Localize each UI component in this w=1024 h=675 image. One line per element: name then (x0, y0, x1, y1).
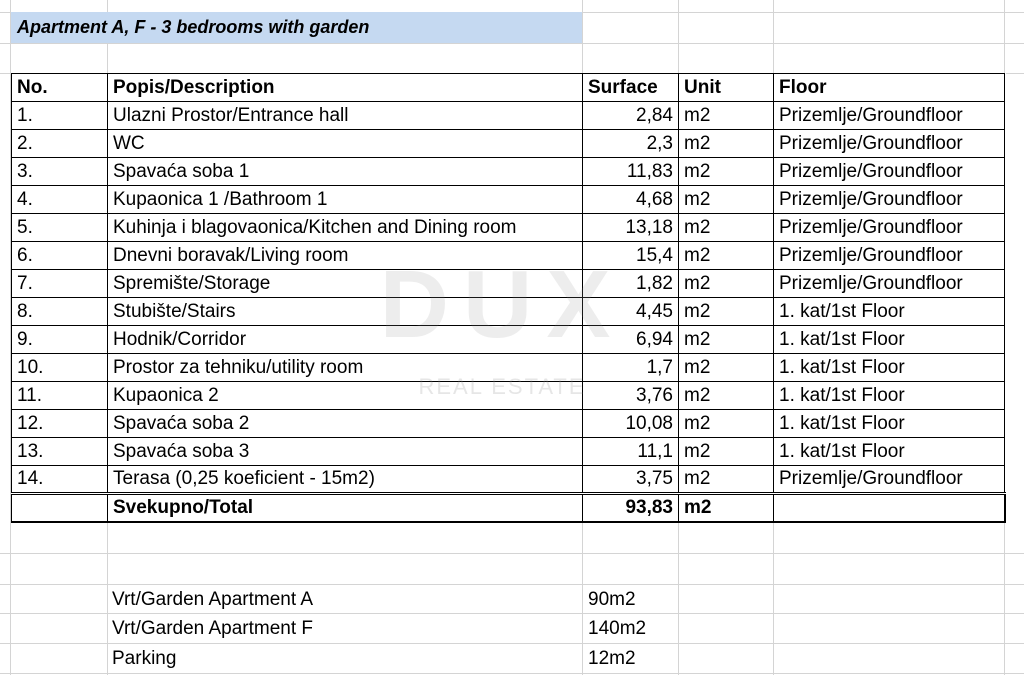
cell-floor[interactable]: Prizemlje/Groundfloor (774, 186, 1005, 214)
cell-description[interactable]: Dnevni boravak/Living room (108, 242, 583, 270)
table-row (12, 242, 1005, 270)
surface-table (11, 73, 1006, 523)
cell-unit[interactable]: m2 (679, 466, 774, 494)
total-row (12, 494, 1005, 522)
cell-unit[interactable]: m2 (679, 242, 774, 270)
table-row (12, 270, 1005, 298)
cell-description[interactable]: Kupaonica 2 (108, 382, 583, 410)
cell-no[interactable]: 6. (12, 242, 108, 270)
table-row (12, 354, 1005, 382)
table-header-row (12, 74, 1005, 102)
cell-no[interactable]: 14. (12, 466, 108, 494)
cell-unit[interactable]: m2 (679, 326, 774, 354)
cell-no[interactable]: 7. (12, 270, 108, 298)
cell-description[interactable]: Spavaća soba 2 (108, 410, 583, 438)
cell-surface[interactable]: 15,4 (583, 242, 679, 270)
cell-no[interactable]: 2. (12, 130, 108, 158)
cell-no[interactable]: 4. (12, 186, 108, 214)
cell-surface[interactable]: 1,7 (583, 354, 679, 382)
header-unit[interactable]: Unit (679, 74, 774, 102)
cell-floor[interactable]: Prizemlje/Groundfloor (774, 158, 1005, 186)
cell-surface[interactable]: 11,1 (583, 438, 679, 466)
cell-unit[interactable]: m2 (679, 270, 774, 298)
cell-description[interactable]: WC (108, 130, 583, 158)
table-row (12, 130, 1005, 158)
extra-label[interactable]: Vrt/Garden Apartment F (112, 618, 313, 639)
cell-description[interactable]: Spavaća soba 1 (108, 158, 583, 186)
table-row (12, 102, 1005, 130)
watermark-tagline: REAL ESTATE (418, 374, 586, 399)
extra-label[interactable]: Parking (112, 648, 177, 669)
cell-surface[interactable]: 11,83 (583, 158, 679, 186)
cell-unit[interactable]: m2 (679, 158, 774, 186)
cell-no[interactable]: 12. (12, 410, 108, 438)
gridline (0, 553, 1024, 554)
cell-floor[interactable]: 1. kat/1st Floor (774, 382, 1005, 410)
extra-label[interactable]: Vrt/Garden Apartment A (112, 589, 314, 610)
extra-value[interactable]: 90m2 (588, 589, 636, 610)
total-unit[interactable]: m2 (679, 494, 774, 522)
cell-surface[interactable]: 3,76 (583, 382, 679, 410)
header-floor[interactable]: Floor (774, 74, 1005, 102)
total-label[interactable]: Svekupno/Total (108, 494, 583, 522)
cell-description[interactable]: Stubište/Stairs (108, 298, 583, 326)
cell-no[interactable]: 1. (12, 102, 108, 130)
cell-unit[interactable]: m2 (679, 298, 774, 326)
header-surface[interactable]: Surface (583, 74, 679, 102)
cell-surface[interactable]: 2,3 (583, 130, 679, 158)
table-row (12, 326, 1005, 354)
cell-description[interactable]: Kuhinja i blagovaonica/Kitchen and Dining room (108, 214, 583, 242)
cell-no[interactable]: 11. (12, 382, 108, 410)
cell-surface[interactable]: 13,18 (583, 214, 679, 242)
gridline (0, 43, 1024, 44)
table-row (12, 466, 1005, 494)
cell-no[interactable]: 5. (12, 214, 108, 242)
cell-unit[interactable]: m2 (679, 186, 774, 214)
cell-floor[interactable]: 1. kat/1st Floor (774, 354, 1005, 382)
cell-floor[interactable]: Prizemlje/Groundfloor (774, 130, 1005, 158)
total-surface[interactable]: 93,83 (583, 494, 679, 522)
cell-floor[interactable]: Prizemlje/Groundfloor (774, 102, 1005, 130)
cell-no[interactable]: 8. (12, 298, 108, 326)
cell-description[interactable]: Prostor za tehniku/utility room (108, 354, 583, 382)
cell-surface[interactable]: 1,82 (583, 270, 679, 298)
cell-unit[interactable]: m2 (679, 382, 774, 410)
cell-unit[interactable]: m2 (679, 102, 774, 130)
cell-no[interactable]: 13. (12, 438, 108, 466)
cell-floor[interactable]: 1. kat/1st Floor (774, 326, 1005, 354)
cell-surface[interactable]: 2,84 (583, 102, 679, 130)
extra-value[interactable]: 140m2 (588, 618, 647, 639)
table-row (12, 382, 1005, 410)
cell-unit[interactable]: m2 (679, 410, 774, 438)
cell-surface[interactable]: 3,75 (583, 466, 679, 494)
cell-unit[interactable]: m2 (679, 438, 774, 466)
total-empty-cell[interactable] (774, 494, 1005, 522)
cell-floor[interactable]: Prizemlje/Groundfloor (774, 466, 1005, 494)
header-no[interactable]: No. (12, 74, 108, 102)
cell-no[interactable]: 3. (12, 158, 108, 186)
cell-floor[interactable]: 1. kat/1st Floor (774, 298, 1005, 326)
cell-floor[interactable]: Prizemlje/Groundfloor (774, 242, 1005, 270)
table-row (12, 214, 1005, 242)
header-description[interactable]: Popis/Description (108, 74, 583, 102)
gridline (0, 673, 1024, 674)
cell-unit[interactable]: m2 (679, 354, 774, 382)
cell-no[interactable]: 9. (12, 326, 108, 354)
cell-surface[interactable]: 10,08 (583, 410, 679, 438)
cell-surface[interactable]: 4,45 (583, 298, 679, 326)
cell-description[interactable]: Ulazni Prostor/Entrance hall (108, 102, 583, 130)
cell-unit[interactable]: m2 (679, 214, 774, 242)
table-row (12, 158, 1005, 186)
table-row (12, 298, 1005, 326)
table-row (12, 186, 1005, 214)
cell-unit[interactable]: m2 (679, 130, 774, 158)
cell-floor[interactable]: Prizemlje/Groundfloor (774, 214, 1005, 242)
cell-description[interactable]: Hodnik/Corridor (108, 326, 583, 354)
cell-surface[interactable]: 4,68 (583, 186, 679, 214)
sheet-title[interactable]: Apartment A, F - 3 bedrooms with garden (11, 12, 582, 43)
cell-description[interactable]: Spavaća soba 3 (108, 438, 583, 466)
table-row (12, 410, 1005, 438)
extra-value[interactable]: 12m2 (588, 648, 636, 669)
cell-floor[interactable]: 1. kat/1st Floor (774, 410, 1005, 438)
cell-description[interactable]: Terasa (0,25 koeficient - 15m2) (108, 466, 583, 494)
table-row (12, 438, 1005, 466)
cell-floor[interactable]: 1. kat/1st Floor (774, 438, 1005, 466)
cell-description[interactable]: Kupaonica 1 /Bathroom 1 (108, 186, 583, 214)
cell-description[interactable]: Spremište/Storage (108, 270, 583, 298)
cell-no[interactable]: 10. (12, 354, 108, 382)
cell-floor[interactable]: Prizemlje/Groundfloor (774, 270, 1005, 298)
cell-surface[interactable]: 6,94 (583, 326, 679, 354)
total-empty-cell[interactable] (12, 494, 108, 522)
